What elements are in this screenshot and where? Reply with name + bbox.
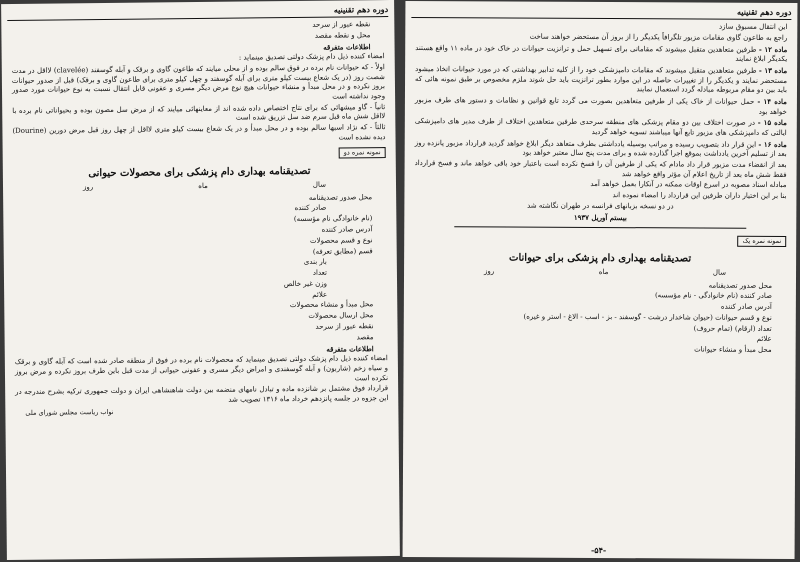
article-16-label: ماده ۱۶ -: [758, 139, 787, 149]
article-13: [415, 64, 787, 96]
form-field: صادر کننده: [294, 204, 327, 213]
ratification-note: قرارداد فوق مشتمل بر شانزده ماده و تبادل نامهای منضمه بین دولت شاهنشاهی ایران و دولت جمهوری ترکیه بشرح مندرجه در این جزوه در جلسه پانزدهم خرداد ماه ۱۳۱۶ تصویب شد: [15, 384, 389, 404]
form-field: نقطه عبور از سرحد: [315, 322, 374, 331]
date-day-label: روز: [82, 183, 94, 192]
paragraph-first: اولاً - که حیوانات نام برده در فوق سالم بوده و از محلی میایند که طاعون گاوی و برقک و آبله گوسفند (clavelée) لااقل در مدت شصت روز (در یک شعاع بیست کیلو متری برای آبله گوسفند و چهل کیلو متری برای طاعون گاوی و برقک) قبل از صدور حیوانات بروز نکرده و در محل مبدأ و منشاء حیوانات هیچ نوع مرض دیگر مسری و عفونی قابل انتقال نسبت به نوع حیوانات مورد صدور وجود نداشته است: [11, 63, 386, 101]
closing-paragraph: بعد از انقضاء مدت مزبور قرار داد مادام که یکی از طرفین آن را فسخ نکرده است باعتبار خود باقی خواهد ماند و فسخ قرارداد فقط شش ماه بعد از تاریخ اعلام آن مؤثر واقع خواهد شد: [414, 159, 787, 179]
certification-intro: امضاء کننده ذیل دام پزشک دولتی تصدیق مینماید :: [238, 52, 385, 62]
closing-paragraph: در دو نسخه بزبانهای فرانسه در طهران نگاشته شد: [527, 201, 674, 211]
form-field: محل صدور تصدیقنامه: [708, 281, 772, 290]
form-field: تعداد (ارقام) (تمام حروف): [693, 324, 772, 333]
field-destination: محل و نقطه مقصد: [314, 30, 371, 40]
article-13-text: طرفین متعاهدین متقبل میشوند که مقامات دامپزشکی خود را از کلیه تدابیر بهداشتی که در مورد حیوانات اتخاذ میشود مستحضر نمایند و یکدیگر را از تغییرات حاصله در این موارد بطور ترانزیت باید حل شوند ملزم مخصوص بر طبق نمونه هائی که باید بین دو مقام مربوطه مبادله گردد استعمال نمایند: [415, 64, 788, 95]
article-14-label: ماده ۱۴ -: [757, 96, 787, 106]
date-line: [414, 267, 786, 279]
form-field: تعداد: [312, 268, 327, 277]
article-intro: راجع به طاعون گاوی مقامات مزبور تلگرافاً یکدیگر را از بروز آن مستحضر خواهند ساخت: [529, 32, 788, 42]
right-page: [403, 1, 798, 559]
field-misc-info: اطلاعات متفرقه: [323, 41, 371, 52]
form-field: محل صدور تصدیقنامه: [308, 192, 373, 202]
form-field: (نام خانوادگی نام مؤسسه): [293, 214, 373, 224]
article-15: [415, 116, 787, 138]
form-tab-label: نمونه نمره دو: [339, 147, 386, 158]
form-field: قسم (مطابق تعرفه): [312, 246, 373, 256]
article-16: [415, 138, 787, 160]
article-14: [415, 95, 787, 117]
article-15-label: ماده ۱۵ -: [757, 118, 787, 128]
article-12-label: ماده ۱۲ -: [758, 44, 788, 54]
form-field: نوع و قسم حیوانات (حیوان شاخدار درشت - گوسفند - بز - اسب - الاغ - استر و غیره): [523, 312, 772, 322]
certificate-title: تصدیقنامه بهداری دام پزشکی برای حیوانات: [509, 252, 692, 265]
signature-line: نواب ریاست مجلس شورای ملی: [25, 407, 114, 417]
form-tab-label: نمونه نمره یک: [738, 236, 787, 247]
form-field: مقصد: [356, 332, 374, 342]
form-field: اطلاعات متفرقه: [326, 343, 374, 354]
final-certification: امضاء کننده ذیل دام پزشک دولتی تصدیق مینماید که محصولات نام برده در فوق از منطقه صادر شده است که آبله گاوی و برقک و سیاه زخم (شاربون) و آبله گوسفندی و امراض دیگر مسری و عفونی حیوانی از مدت قبل باین طرف بروز نکرده و مرض بروز نکرده است: [14, 354, 389, 382]
right-page-header: دوره دهم تقنینیه: [411, 5, 791, 20]
article-16-text: این قرار داد بتصویب رسیده و مراتب بوسیله یادداشتی بطرف متعاهد دیگر ابلاغ خواهد گردید قرارداد مزبور پانزده روز بعد از تسلیم آخرین یادداشت بموقع اجرا گذارده شده و برای مدت پنج سال معتبر خواهد بود: [414, 138, 787, 159]
divider: [454, 227, 746, 230]
form-field: محل مبدأ و منشاء محصولات: [289, 300, 374, 310]
paragraph-third: ثالثاً - که نژاد اسبها سالم بوده و در محل مبدأ و در یک شعاع بیست کیلو متری لااقل از چهل روز قبل مرض دورین (Dourine) دیده نشده است: [12, 123, 386, 142]
date-year-label: سال: [712, 268, 727, 277]
paragraph-second: ثانیاً - گاو میشهائی که برای نتاج اختصاص داده شده اند از معاینهائی میایند که از مرض سل مصون بوده و بحیواناتی نام برده با لااقل شش ماه قبل سرم ضد سل تزریق شده است: [12, 102, 386, 122]
page-number: -۵۴-: [590, 544, 607, 556]
left-page-header: دوره دهم تقنینیه: [7, 4, 388, 21]
form-field: بار بندی: [303, 257, 327, 267]
article-15-text: در صورت اختلاف بین دو مقام پزشکی های منطقه سرحدی طرفین متعاهدین اختلاف از طرف مدیر های دامپزشکی ایالتی که دامپزشکی های مزبور تابع آنها میباشند تسویه خواهد گردید: [414, 117, 787, 137]
form-field: علائم: [756, 335, 772, 344]
article-12: [415, 43, 787, 65]
form-field: صادر کننده (نام خانوادگی - نام مؤسسه): [654, 291, 772, 301]
closing-paragraph: بنا بر این اختیار داران طرفین این قرارداد را امضاء نموده اند: [612, 191, 787, 201]
field-border-crossing: نقطه عبور از سرحد: [312, 20, 371, 29]
certificate-title: تصدیقنامه بهداری دام پزشکی برای محصولات حیوانی: [88, 166, 311, 180]
date-month-label: ماه: [598, 267, 609, 276]
right-page-body: [413, 21, 788, 543]
top-line: این انتقال مسبوق سازد: [718, 22, 788, 31]
form-field: نوع و قسم محصولات: [309, 235, 373, 245]
closing-paragraph: مبادله اسناد مصوبه در اسرع اوقات ممکنه در آنکارا بعمل خواهد آمد: [590, 180, 787, 190]
date-line: [13, 180, 386, 193]
article-14-text: حمل حیوانات از خاک یکی از طرفین متعاهدین بصورت می گردد تابع قوانین و نظامات و دستور های طرف مزبور خواهد بود: [414, 95, 787, 116]
form-field: محل ارسال محصولات: [308, 311, 374, 321]
left-page-body: [11, 20, 389, 544]
form-field: آدرس صادر کننده: [321, 225, 373, 234]
left-page: [1, 0, 400, 560]
form-field: محل مبدأ و منشاء حیوانات: [694, 345, 772, 355]
date-month-label: ماه: [198, 181, 208, 191]
date-year-label: سال: [312, 180, 327, 189]
article-12-text: طرفین متعاهدین متقبل میشوند که مقاماتی برای تسهیل حمل و ترانزیت حیوانات در خاک خود در ماده ۱۱ واقع هستند یکدیگر ابلاغ نمایند: [415, 43, 788, 64]
closing-date: بیستم آوریل ۱۹۳۷: [573, 212, 627, 222]
form-field: علائم: [312, 290, 328, 299]
article-13-label: ماده ۱۳ -: [758, 65, 788, 75]
form-field: آدرس صادر کننده: [720, 302, 772, 311]
form-field: وزن غیر خالص: [283, 279, 328, 289]
date-day-label: روز: [484, 267, 495, 276]
